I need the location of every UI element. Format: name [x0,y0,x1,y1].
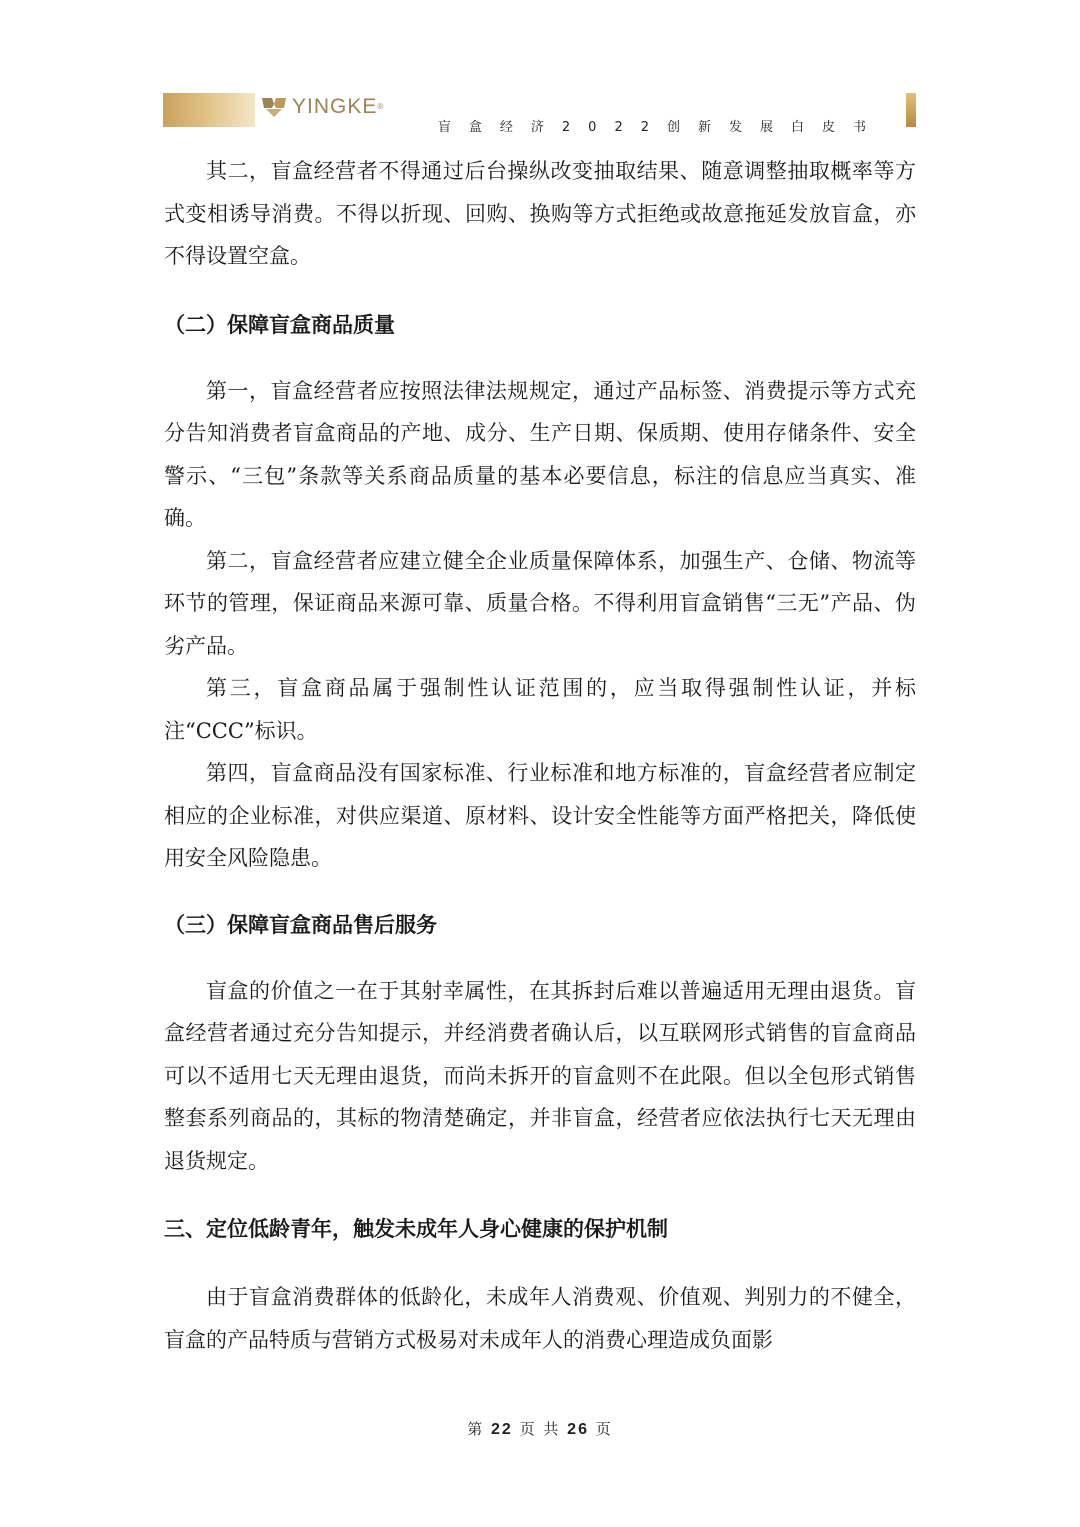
chapter-heading: 三、定位低龄青年，触发未成年人身心健康的保护机制 [164,1217,668,1241]
page-header [0,0,1080,140]
page-content [164,150,916,1361]
total-pages-number: 26 [567,1421,589,1438]
header-gold-bar [163,93,255,127]
logo-text: YINGKE® [292,95,385,118]
paragraph: 第二，盲盒经营者应建立健全企业质量保障体系，加强生产、仓储、物流等环节的管理，保证商品来源可靠、质量合格。不得利用盲盒销售“三无”产品、伪劣产品。 [164,548,916,658]
page-footer [0,1418,1080,1439]
paragraph: 第四，盲盒商品没有国家标准、行业标准和地方标准的，盲盒经营者应制定相应的企业标准，对供应渠道、原材料、设计安全性能等方面严格把关，降低使用安全风险隐患。 [164,761,916,870]
footer-prefix: 第 [467,1420,485,1438]
paragraph: 第一，盲盒经营者应按照法律法规规定，通过产品标签、消费提示等方式充分告知消费者盲盒商品的产地、成分、生产日期、保质期、使用存储条件、安全警示、“三包”条款等关系商品质量的基本必要信息，标注的信息应当真实、准确。 [164,378,916,530]
section-heading: （二）保障盲盒商品质量 [164,312,395,337]
paragraph: 盲盒的价值之一在于其射幸属性，在其拆封后难以普遍适用无理由退货。盲盒经营者通过充分告知提示，并经消费者确认后，以互联网形式销售的盲盒商品可以不适用七天无理由退货，而尚未拆开的盲盒则不在此限。但以全包形式销售整套系列商品的，其标的物清楚确定，并非盲盒，经营者应依法执行七天无理由退货规定。 [164,978,916,1173]
paragraph: 其二，盲盒经营者不得通过后台操纵改变抽取结果、随意调整抽取概率等方式变相诱导消费。不得以折现、回购、换购等方式拒绝或故意拖延发放盲盒，亦不得设置空盒。 [164,159,916,268]
footer-suffix: 页 [595,1420,613,1438]
header-gold-tab [906,93,916,127]
footer-middle: 页 共 [519,1420,561,1438]
current-page-number: 22 [491,1421,513,1438]
paragraph: 由于盲盒消费群体的低龄化，未成年人消费观、价值观、判别力的不健全，盲盒的产品特质与营销方式极易对未成年人的消费心理造成负面影 [164,1285,916,1352]
logo-registered-mark: ® [377,102,385,111]
document-title: 盲盒经济2022创新发展白皮书 [437,120,884,135]
yingke-logo-icon [262,96,286,118]
section-heading: （三）保障盲盒商品售后服务 [164,912,437,937]
paragraph: 第三，盲盒商品属于强制性认证范围的，应当取得强制性认证，并标注“CCC”标识。 [164,676,916,743]
brand-logo [262,94,384,120]
